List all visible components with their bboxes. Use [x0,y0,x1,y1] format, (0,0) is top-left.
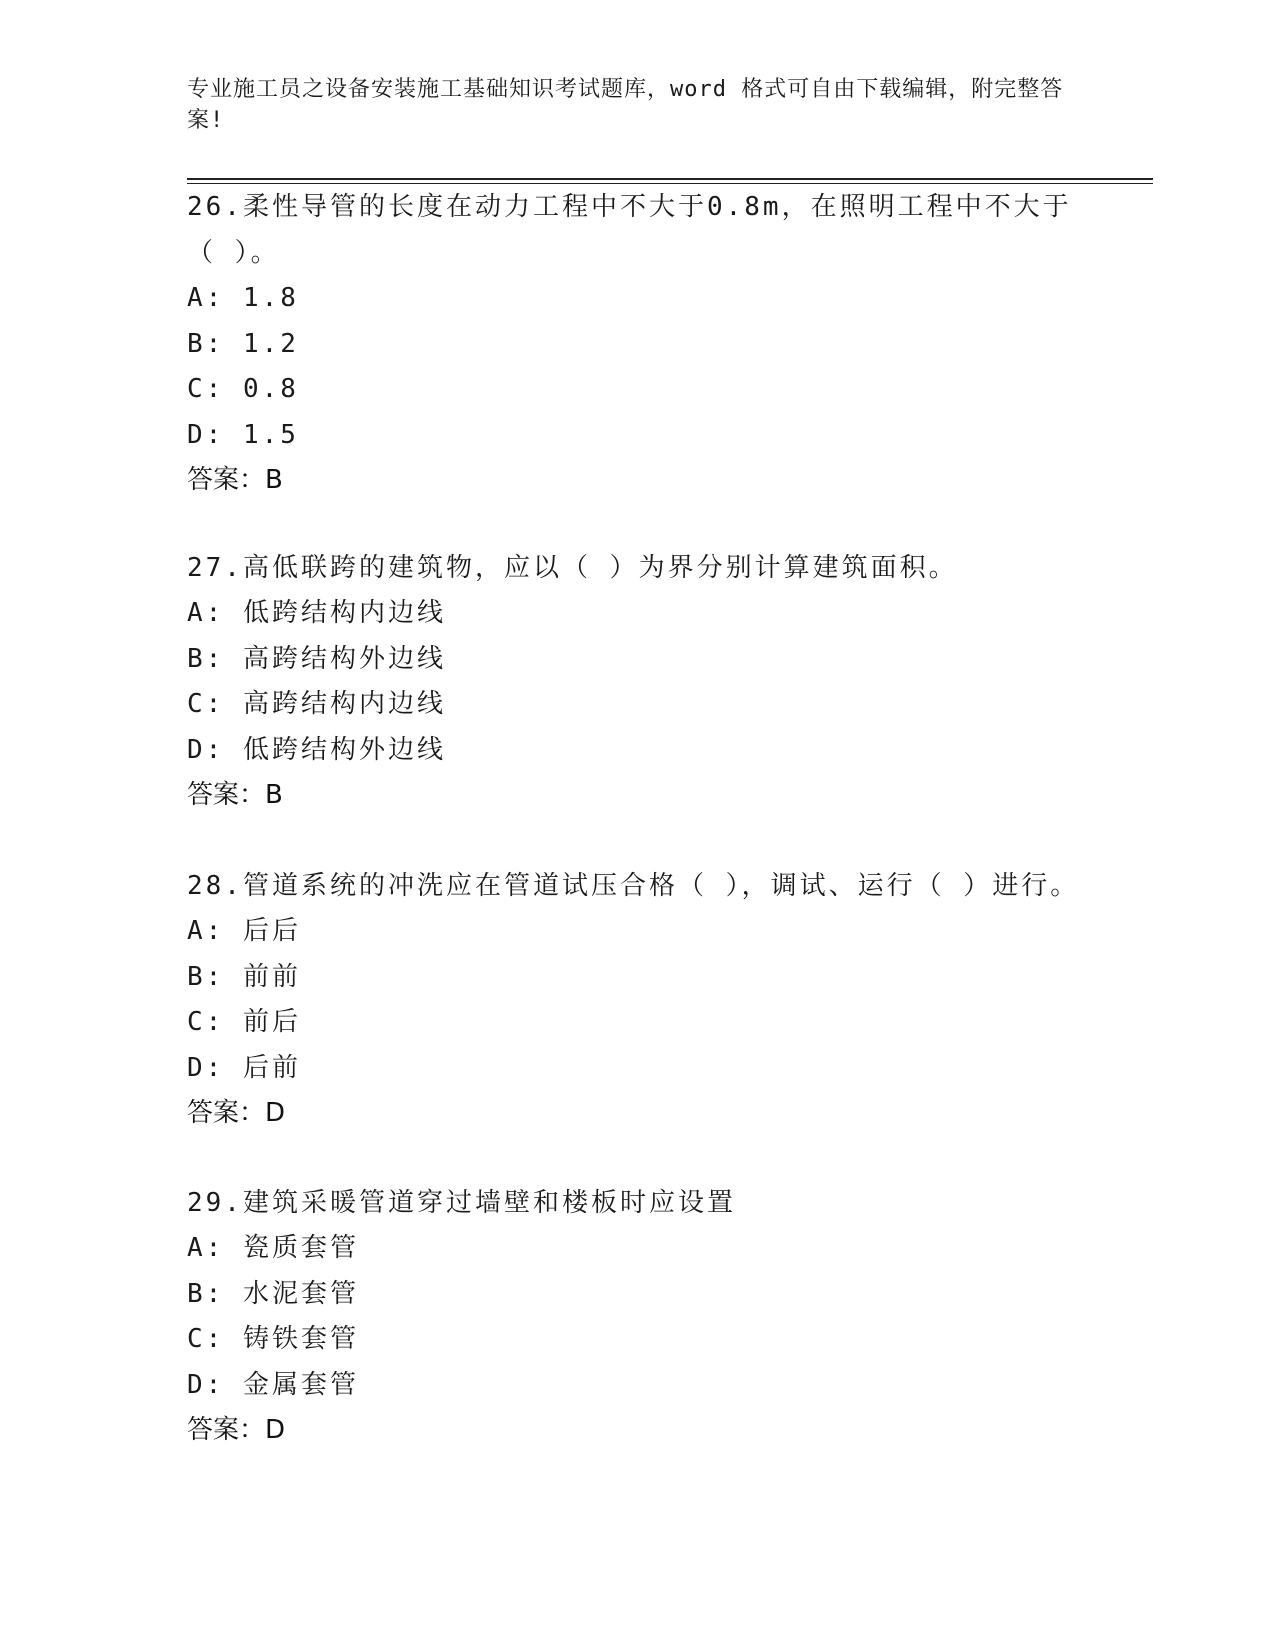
option-c: C: 铸铁套管 [187,1324,359,1354]
option-a: A: 1.8 [187,283,299,313]
question-stem: 29.建筑采暖管道穿过墙壁和楼板时应设置 [187,1188,736,1218]
header-divider-thick [187,178,1153,180]
option-b: B: 1.2 [187,328,299,359]
question-27 [187,545,1087,817]
option-b: B: 高跨结构外边线 [187,643,446,674]
option-a: A: 瓷质套管 [187,1233,359,1263]
option-b: B: 前前 [187,961,301,992]
option-c: C: 高跨结构内边线 [187,689,446,719]
option-d: D: 低跨结构外边线 [187,734,446,765]
option-a: A: 后后 [187,916,301,946]
answer: 答案：B [187,780,283,810]
question-29 [187,1180,1087,1452]
answer: 答案：B [187,465,283,495]
option-d: D: 金属套管 [187,1369,359,1400]
answer: 答案：D [187,1098,286,1128]
question-stem: 27.高低联跨的建筑物，应以（ ）为界分别计算建筑面积。 [187,553,958,583]
question-26 [187,184,1087,502]
option-b: B: 水泥套管 [187,1278,359,1309]
option-c: C: 前后 [187,1007,301,1037]
option-a: A: 低跨结构内边线 [187,598,446,628]
option-d: D: 1.5 [187,419,299,450]
option-c: C: 0.8 [187,374,299,404]
answer: 答案：D [187,1415,286,1445]
question-28 [187,863,1087,1135]
document-intro: 专业施工员之设备安装施工基础知识考试题库，word 格式可自由下载编辑，附完整答案! [187,77,1064,133]
question-stem: 28.管道系统的冲洗应在管道试压合格（ ），调试、运行（ ）进行。 [187,871,1080,901]
question-stem: 26.柔性导管的长度在动力工程中不大于0.8m，在照明工程中不大于（ ）。 [187,192,1072,268]
option-d: D: 后前 [187,1052,301,1083]
